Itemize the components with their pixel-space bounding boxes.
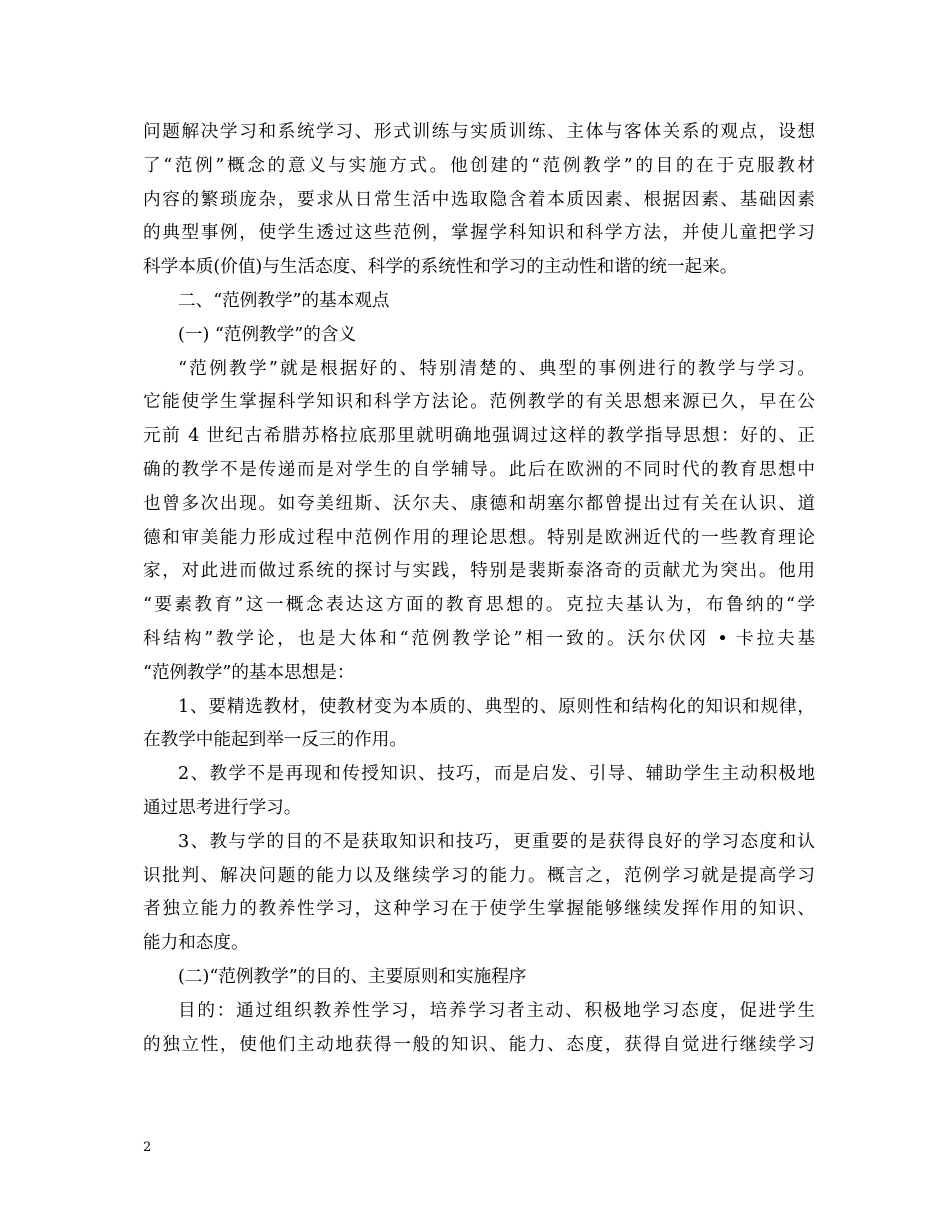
text-line: 问题解决学习和系统学习、形式训练与实质训练、主体与客体关系的观点，设想 (143, 122, 815, 142)
text-line: 了“范例”概念的意义与实施方式。他创建的“范例教学”的目的在于克服教材 (143, 155, 815, 176)
text-line: 也曾多次出现。如夸美纽斯、沃尔夫、康德和胡塞尔都曾提出过有关在认识、道 (143, 493, 815, 514)
text-line: 家，对此进而做过系统的探讨与实践，特别是裴斯泰洛奇的贡献尤为突出。他用 (143, 561, 815, 582)
text-line: “范例教学”的基本思想是： (143, 662, 355, 683)
text-line: “要素教育”这一概念表达这方面的教育思想的。克拉夫基认为，布鲁纳的“学 (143, 595, 815, 616)
text-line: 确的教学不是传递而是对学生的自学辅导。此后在欧洲的不同时代的教育思想中 (143, 459, 815, 480)
text-line: 科结构”教学论，也是大体和“范例教学论”相一致的。沃尔伏冈 • 卡拉夫基 (143, 628, 815, 649)
text-line: 者独立能力的教养性学习，这种学习在于使学生掌握能够继续发挥作用的知识、 (143, 899, 815, 920)
text-line: 二、“范例教学”的基本观点 (178, 290, 390, 311)
text-line: 在教学中能起到举一反三的作用。 (143, 730, 407, 751)
text-line: 识批判、解决问题的能力以及继续学习的能力。概言之，范例学习就是提高学习 (143, 865, 815, 886)
body-text (143, 116, 815, 1062)
text-line: 的独立性，使他们主动地获得一般的知识、能力、态度，获得自觉进行继续学习 (143, 1034, 815, 1055)
text-line: 3、教与学的目的不是获取知识和技巧，更重要的是获得良好的学习态度和认 (178, 831, 815, 852)
text-line: 1、要精选教材，使教材变为本质的、典型的、原则性和结构化的知识和规律， (178, 696, 815, 717)
text-line: 它能使学生掌握科学知识和科学方法论。范例教学的有关思想来源已久，早在公 (143, 392, 815, 413)
text-line: 内容的繁琐庞杂，要求从日常生活中选取隐含着本质因素、根据因素、基础因素 (143, 189, 815, 210)
text-line: 的典型事例，使学生透过这些范例，掌握学科知识和科学方法，并使儿童把学习 (143, 223, 815, 244)
text-line: 科学本质(价值)与生活态度、科学的系统性和学习的主动性和谐的统一起来。 (143, 257, 738, 278)
text-line: (二)“范例教学”的目的、主要原则和实施程序 (178, 966, 527, 987)
text-line: 2、教学不是再现和传授知识、技巧，而是启发、引导、辅助学生主动积极地 (178, 764, 815, 785)
text-line: 德和审美能力形成过程中范例作用的理论思想。特别是欧洲近代的一些教育理论 (143, 527, 815, 548)
page-number: 2 (143, 1140, 152, 1155)
text-line: “范例教学”就是根据好的、特别清楚的、典型的事例进行的教学与学习。 (178, 358, 815, 379)
text-line: 能力和态度。 (143, 933, 249, 954)
text-line: 通过思考进行学习。 (143, 797, 302, 818)
text-line: (一) “范例教学”的含义 (178, 324, 357, 345)
text-line: 元前 4 世纪古希腊苏格拉底那里就明确地强调过这样的教学指导思想：好的、正 (143, 426, 815, 447)
text-line: 目的：通过组织教养性学习，培养学习者主动、积极地学习态度，促进学生 (178, 1000, 815, 1021)
